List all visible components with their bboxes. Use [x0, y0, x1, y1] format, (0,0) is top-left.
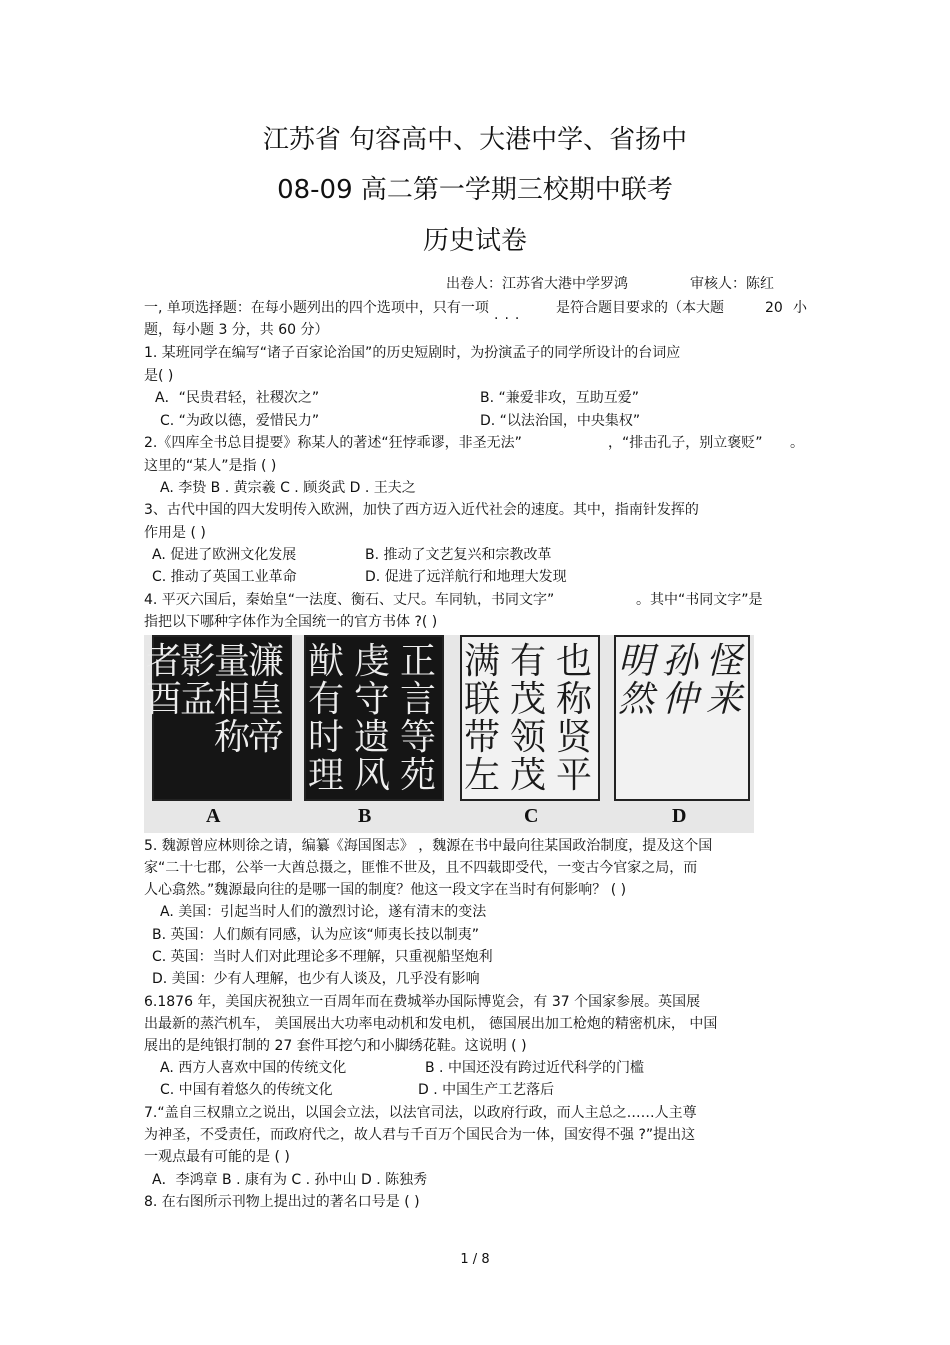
q6-option-c: C. 中国有着悠久的传统文化: [160, 1082, 333, 1098]
q2-stem-line2: 这里的“某人”是指 ( ): [144, 458, 277, 474]
q3-option-a: A. 促进了欧洲文化发展: [152, 547, 297, 563]
q8-stem-line1: 8. 在右图所示刊物上提出过的著名口号是 ( ): [144, 1194, 420, 1210]
q4-stem-line1a: 4. 平灭六国后，秦始皇“一法度、衡石、丈尺。车同轨，书同文字”: [144, 592, 555, 608]
q7-stem-line3: 一观点最有可能的是 ( ): [144, 1149, 290, 1165]
section-heading-num: 20: [765, 300, 783, 316]
q3-option-c: C. 推动了英国工业革命: [152, 569, 297, 585]
exam-title-line3: 历史试卷: [422, 226, 527, 256]
glyph-column: 者 酉: [145, 641, 182, 720]
glyph-column: 也 称 贤 平: [555, 641, 592, 796]
script-sample-b: [304, 635, 444, 801]
q7-stem-line2: 为神圣，不受责任，而政府代之，故人君与千百万个国民合为一体，国安得不强 ?”提出这: [144, 1127, 696, 1143]
q6-stem-line2: 出最新的蒸汽机车， 美国展出大功率电动机和发电机， 德国展出加工枪炮的精密机床， 中国: [144, 1016, 718, 1032]
glyph-column: 虔 守 遗 风: [353, 641, 390, 796]
glyph-column: 有 茂 领 茂: [509, 641, 546, 796]
glyph-column: 明 然: [617, 641, 654, 720]
emphasis-dots: ···: [494, 311, 526, 327]
q5-option-d: D. 美国：少有人理解，也少有人谈及，几乎没有影响: [152, 971, 480, 987]
glyph-column: 猷 有 时 理: [307, 641, 344, 796]
glyph-column: 濂 皇 帝: [247, 641, 284, 758]
q1-option-d: D. “以法治国，中央集权”: [480, 413, 641, 429]
glyph-column: 孙 仲: [661, 641, 698, 720]
section-heading-b: 是符合题目要求的（本大题: [556, 300, 724, 316]
q5-option-b: B. 英国：人们颇有同感，认为应该“师夷长技以制夷”: [152, 927, 480, 943]
q1-stem-line2: 是( ): [144, 368, 174, 384]
reviewer-credit: 审核人：陈红: [690, 276, 774, 292]
q2-stem-line1a: 2.《四库全书总目提要》称某人的著述“狂悖乖谬，非圣无法”: [144, 435, 522, 451]
script-sample-c: [460, 635, 600, 801]
exam-title-line1: 江苏省 句容高中、大港中学、省扬中: [262, 125, 688, 155]
panel-label-d: D: [672, 805, 687, 827]
q5-stem-line3: 人心翕然。”魏源最向往的是哪一国的制度？他这一段文字在当时有何影响？ ( ): [144, 882, 627, 898]
q5-option-a: A. 美国：引起当时人们的激烈讨论，遂有清末的变法: [160, 904, 487, 920]
panel-label-a: A: [206, 805, 221, 827]
q1-option-c: C. “为政以德，爱惜民力”: [160, 413, 320, 429]
q6-stem-line1: 6.1876 年，美国庆祝独立一百周年而在费城举办国际博览会，有 37 个国家参展。英国展: [144, 994, 701, 1010]
q3-option-b: B. 推动了文艺复兴和宗教改革: [365, 547, 552, 563]
q3-option-d: D. 促进了远洋航行和地理大发现: [365, 569, 567, 585]
q3-stem-line2: 作用是 ( ): [144, 525, 206, 541]
glyph-column: 影 孟: [179, 641, 216, 720]
exam-title-line2: 08-09 高二第一学期三校期中联考: [277, 175, 673, 205]
calligraphy-samples-figure: [144, 635, 754, 833]
page-number: 1 / 8: [460, 1252, 490, 1267]
script-sample-a: [145, 635, 292, 801]
q1-stem-line1: 1. 某班同学在编写“诸子百家论治国”的历史短剧时，为扮演孟子的同学所设计的台词应: [144, 345, 681, 361]
q6-option-b: B . 中国还没有跨过近代科学的门槛: [425, 1060, 644, 1076]
section-heading-unit: 小: [793, 300, 807, 316]
script-sample-d: [614, 635, 750, 801]
q1-option-a: A．“民贵君轻，社稷次之”: [155, 390, 320, 406]
author-credit: 出卷人：江苏省大港中学罗鸿: [446, 276, 628, 292]
section-heading-line2: 题，每小题 3 分，共 60 分）: [144, 322, 329, 338]
q7-options: A．李鸿章 B . 康有为 C . 孙中山 D . 陈独秀: [152, 1172, 428, 1188]
q6-stem-line3: 展出的是纯银打制的 27 套件耳挖勺和小脚绣花鞋。这说明 ( ): [144, 1038, 527, 1054]
glyph-column: 怪 来: [705, 641, 742, 720]
glyph-column: 满 联 带 左: [463, 641, 500, 796]
q7-stem-line1: 7.“盖自三权鼎立之说出，以国会立法，以法官司法，以政府行政，而人主总之……人主尊: [144, 1105, 697, 1121]
q5-stem-line2: 家“二十七郡，公举一大酋总摄之，匪惟不世及，且不四载即受代，一变古今官家之局，而: [144, 860, 698, 876]
glyph-column: 正 言 等 苑: [399, 641, 436, 796]
q1-option-b: B. “兼爱非攻，互助互爱”: [480, 390, 640, 406]
section-heading-a: 一, 单项选择题：在每小题列出的四个选项中，只有一项: [144, 300, 489, 316]
q3-stem-line1: 3、古代中国的四大发明传入欧洲，加快了西方迈入近代社会的速度。其中，指南针发挥的: [144, 502, 699, 518]
q5-option-c: C. 英国：当时人们对此理论多不理解，只重视船坚炮利: [152, 949, 493, 965]
q4-stem-line1b: 。其中“书同文字”是: [636, 592, 763, 608]
q2-stem-line1b: ，“排击孔子，别立褒贬”: [608, 435, 763, 451]
q4-stem-line2: 指把以下哪种字体作为全国统一的官方书体 ?( ): [144, 614, 438, 630]
panel-label-b: B: [358, 805, 372, 827]
glyph-column: 量 相 称: [213, 641, 250, 758]
q2-stem-line1c: 。: [790, 435, 804, 451]
q6-option-a: A. 西方人喜欢中国的传统文化: [160, 1060, 347, 1076]
q2-options: A. 李贽 B . 黄宗羲 C . 顾炎武 D . 王夫之: [160, 480, 416, 496]
q5-stem-line1: 5. 魏源曾应林则徐之请，编纂《海国图志》 ，魏源在书中最向往某国政治制度，提及这个国: [144, 838, 713, 854]
q6-option-d: D . 中国生产工艺落后: [418, 1082, 555, 1098]
panel-label-c: C: [524, 805, 539, 827]
